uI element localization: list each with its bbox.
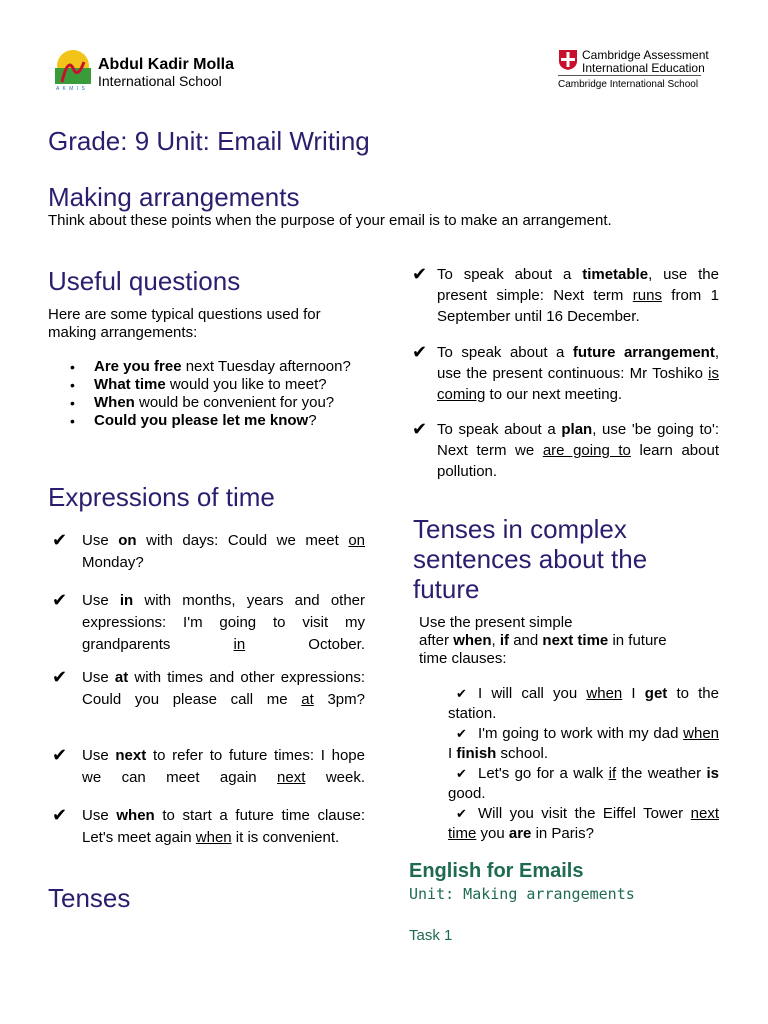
check-icon: ✔ <box>456 766 467 781</box>
list-item: • What time would you like to meet? <box>48 376 365 394</box>
check-icon: ✔ <box>456 686 467 701</box>
complex-sentences-heading: Tenses in complex sentences about the future <box>413 514 648 604</box>
expressions-of-time-heading: Expressions of time <box>48 482 275 512</box>
list-item: • Are you free next Tuesday afternoon? <box>48 358 365 376</box>
tense-rule-item: ✔ To speak about a plan, use 'be going to': Next term we are going to learn about pollution. <box>412 419 719 480</box>
check-icon: ✔ <box>412 419 428 439</box>
time-expression-item: ✔ Use when to start a future time clause: Let's meet again when it is convenient. <box>52 805 365 846</box>
time-expression-item: ✔ Use at with times and other expressions: Could you please call me at 3pm? <box>52 667 366 708</box>
school-name-line2: International School <box>98 73 222 89</box>
unit-subtitle: Unit: Making arrangements <box>409 885 635 903</box>
tense-rule-item: ✔ To speak about a future arrangement, use the present continuous: Mr Toshiko is coming to our next meeting. <box>412 342 719 403</box>
time-expression-item: ✔ Use next to refer to future times: I hope we can meet again next week. <box>52 745 365 786</box>
complex-lead: Use the present simple after when, if and next time in future time clauses: <box>419 614 667 667</box>
tenses-heading: Tenses <box>48 883 131 913</box>
check-icon: ✔ <box>52 805 68 825</box>
english-for-emails-title: English for Emails <box>409 860 584 882</box>
tense-rule-item: ✔ To speak about a timetable, use the present simple: Next term runs from 1 September until 16 December. <box>412 264 719 325</box>
intro-text: Think about these points when the purpose of your email is to make an arrangement. <box>48 212 612 229</box>
check-icon: ✔ <box>52 745 68 765</box>
check-icon: ✔ <box>52 530 68 550</box>
check-icon: ✔ <box>412 264 428 284</box>
cambridge-line1: Cambridge Assessment <box>582 48 709 62</box>
useful-questions-heading: Useful questions <box>48 266 241 296</box>
useful-questions-lead: Here are some typical questions used for making arrangements: <box>48 306 321 341</box>
school-logo <box>52 48 94 90</box>
cambridge-line3: Cambridge International School <box>558 79 699 90</box>
page-title: Grade: 9 Unit: Email Writing <box>48 126 370 156</box>
cambridge-divider <box>558 75 701 76</box>
list-item: • When would be convenient for you? <box>48 394 365 412</box>
school-name-line1: Abdul Kadir Molla <box>98 56 234 73</box>
time-expression-item: ✔ Use in with months, years and other expressions: I'm going to visit my grandparents in October. <box>52 590 366 653</box>
check-icon: ✔ <box>456 726 467 741</box>
complex-example-item: ✔ I'm going to work with my dad when I finish school. <box>448 725 719 762</box>
making-arrangements-heading: Making arrangements <box>48 182 300 212</box>
check-icon: ✔ <box>52 590 68 610</box>
cambridge-crest-icon <box>558 49 578 71</box>
check-icon: ✔ <box>52 667 68 687</box>
list-item: • Could you please let me know? <box>48 412 365 430</box>
useful-questions-list <box>48 358 365 430</box>
complex-example-item: ✔ I will call you when I get to the station. <box>448 685 719 722</box>
complex-example-item: ✔ Will you visit the Eiffel Tower next time you are in Paris? <box>448 805 719 842</box>
task-label: Task 1 <box>409 927 453 944</box>
logo-small-text: A K M I S <box>56 86 86 92</box>
check-icon: ✔ <box>456 806 467 821</box>
complex-example-item: ✔ Let's go for a walk if the weather is good. <box>448 765 720 802</box>
check-icon: ✔ <box>412 342 428 362</box>
time-expression-item: ✔ Use on with days: Could we meet on Monday? <box>52 530 366 571</box>
cambridge-line2: International Education <box>582 61 705 75</box>
